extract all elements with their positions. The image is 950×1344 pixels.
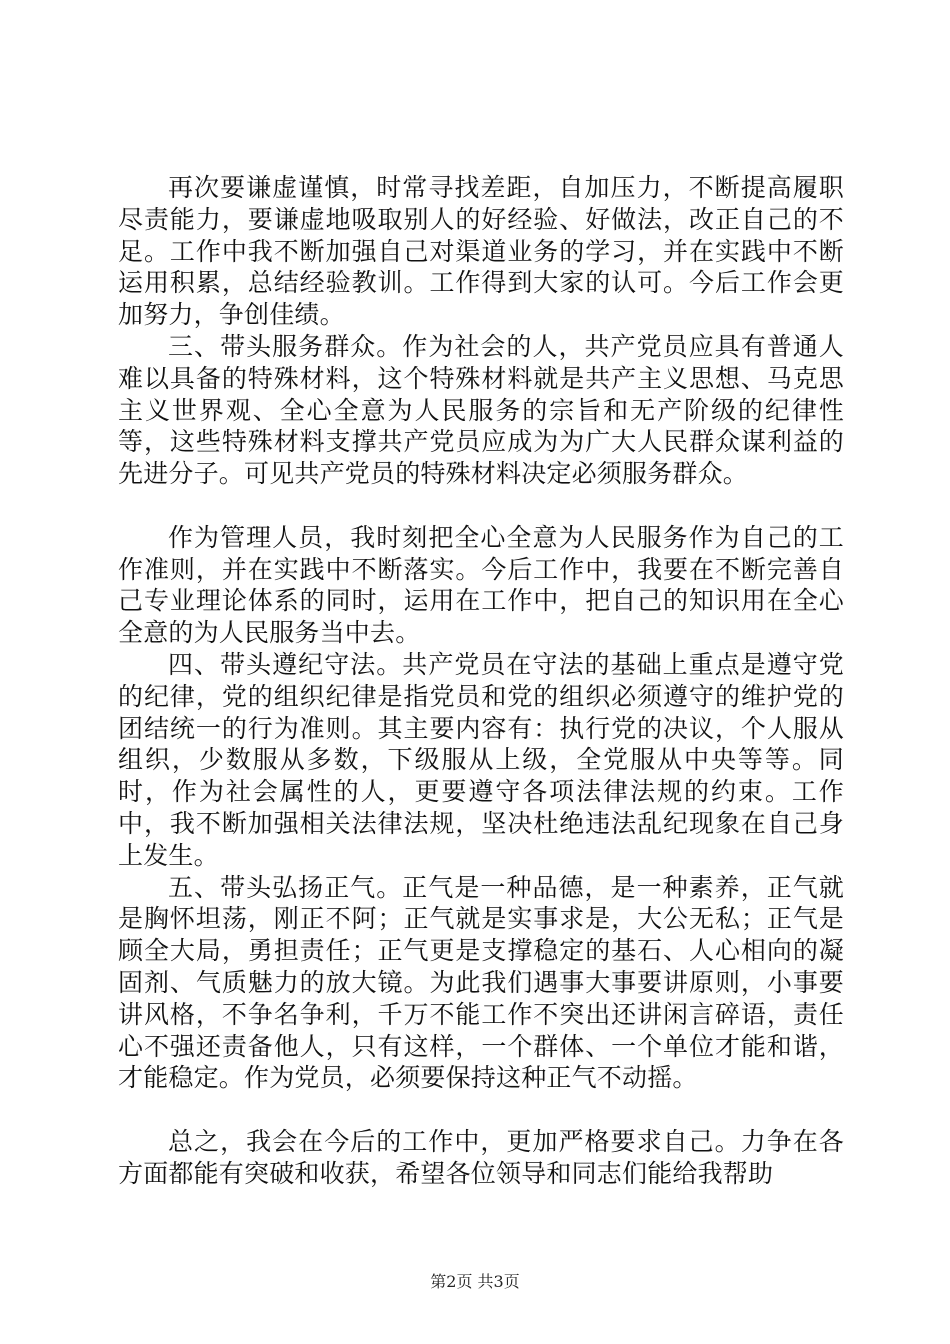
paragraph-serve-masses: 三、带头服务群众。作为社会的人，共产党员应具有普通人难以具备的特殊材料，这个特殊材料就是共产主义思想、马克思主义世界观、全心全意为人民服务的宗旨和无产阶级的纪律性等，这些特殊材料支撑共产党员应成为为广大人民群众谋利益的先进分子。可见共产党员的特殊材料决定必须服务群众。	[118, 331, 844, 489]
paragraph-uphold-integrity: 五、带头弘扬正气。正气是一种品德，是一种素养，正气就是胸怀坦荡，刚正不阿；正气就是实事求是，大公无私；正气是顾全大局，勇担责任；正气更是支撑稳定的基石、人心相向的凝固剂、气质魅力的放大镜。为此我们遇事大事要讲原则，小事要讲风格，不争名争利，千万不能工作不突出还讲闲言碎语，责任心不强还责备他人，只有这样，一个群体、一个单位才能和谐，才能稳定。作为党员，必须要保持这种正气不动摇。	[118, 872, 844, 1093]
paragraph-humility: 再次要谦虚谨慎，时常寻找差距，自加压力，不断提高履职尽责能力，要谦虚地吸取别人的好经验、好做法，改正自己的不足。工作中我不断加强自己对渠道业务的学习，并在实践中不断运用积累，总结经验教训。工作得到大家的认可。今后工作会更加努力，争创佳绩。	[118, 173, 844, 330]
paragraph-obey-law: 四、带头遵纪守法。共产党员在守法的基础上重点是遵守党的纪律，党的组织纪律是指党员和党的组织必须遵守的维护党的团结统一的行为准则。其主要内容有：执行党的决议，个人服从组织，少数服从多数，下级服从上级，全党服从中央等等。同时，作为社会属性的人，更要遵守各项法律法规的约束。工作中，我不断加强相关法律法规，坚决杜绝违法乱纪现象在自己身上发生。	[118, 649, 844, 870]
paragraph-conclusion: 总之，我会在今后的工作中，更加严格要求自己。力争在各方面都能有突破和收获，希望各位领导和同志们能给我帮助	[118, 1126, 844, 1188]
page-number-footer: 第2页 共3页	[430, 1272, 520, 1291]
paragraph-manager: 作为管理人员，我时刻把全心全意为人民服务作为自己的工作准则，并在实践中不断落实。今后工作中，我要在不断完善自己专业理论体系的同时，运用在工作中，把自己的知识用在全心全意的为人民服务当中去。	[118, 522, 844, 648]
document-body	[118, 172, 844, 1190]
